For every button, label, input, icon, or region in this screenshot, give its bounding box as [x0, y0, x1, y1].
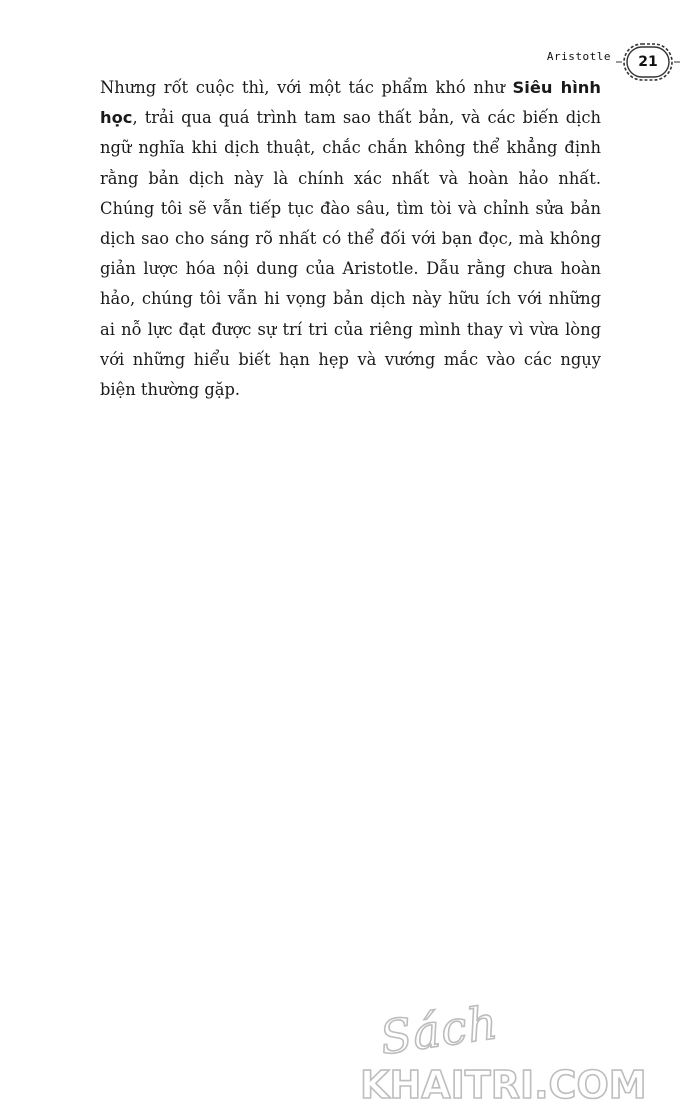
- watermark-brand: KHAITRI.COM: [360, 1063, 647, 1107]
- paragraph-intro: Nhưng rốt cuộc thì, với một tác phẩm khó như: [100, 78, 513, 97]
- body-paragraph: [100, 73, 601, 405]
- page-number: 21: [638, 54, 658, 70]
- book-title: Siêu hình học: [100, 78, 601, 128]
- watermark-script: Sách: [376, 995, 502, 1065]
- running-header-author: Aristotle: [546, 50, 611, 63]
- page-number-badge: [616, 42, 680, 82]
- watermark-logo: [360, 995, 690, 1115]
- paragraph-rest: , trải qua quá trình tam sao thất bản, và các biến dịch ngữ nghĩa khi dịch thuật, chắc chắn không thể khẳng định rằng bản dịch này là chính xác nhất và hoàn hảo nhất. Chúng tôi sẽ vẫn tiếp tục đào sâu, tìm tòi và chỉnh sửa bản dịch sao cho sáng rõ nhất có thể đối với bạn đọc, mà không giản lược hóa nội dung của Aristotle. Dẫu rằng chưa hoàn hảo, chúng tôi vẫn hi vọng bản dịch này hữu ích với những ai nỗ lực đạt được sự trí tri của riêng mình thay vì vừa lòng với những hiểu biết hạn hẹp và vướng mắc vào các ngụy biện thường gặp.: [100, 108, 601, 400]
